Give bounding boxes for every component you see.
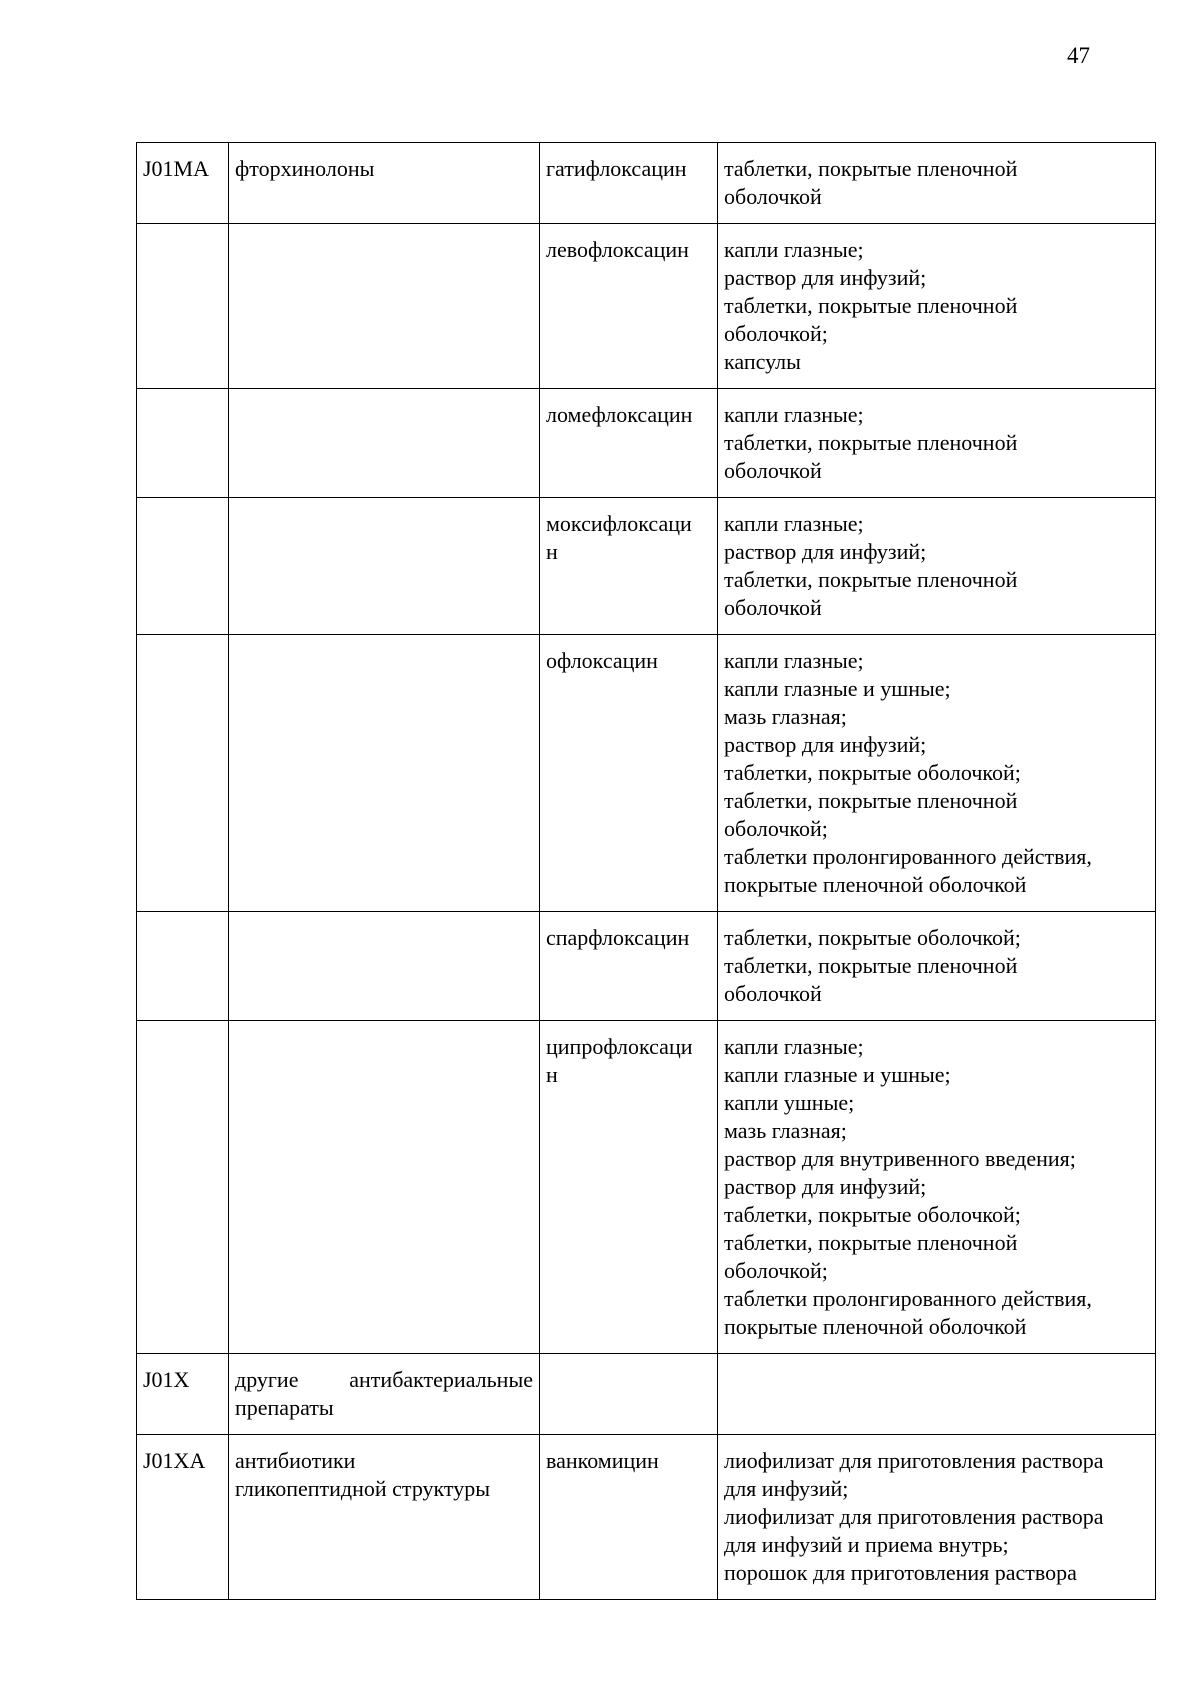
dosage-form-line: таблетки, покрытые пленочной (724, 293, 1018, 318)
dosage-form-line: лиофилизат для приготовления раствора (724, 1448, 1104, 1473)
atc-code-cell: J01XA (137, 1435, 229, 1600)
pharmacological-group-cell (229, 1435, 540, 1600)
drug-list-table (136, 142, 1156, 1600)
drug-name-cell: спарфлоксацин (540, 912, 718, 1021)
dosage-form-line: таблетки, покрытые пленочной (724, 567, 1018, 592)
table-row (137, 498, 1156, 635)
dosage-forms-cell (718, 912, 1156, 1021)
table-row (137, 143, 1156, 224)
group-name-line: другие антибактериальные (235, 1367, 533, 1392)
pharmacological-group-cell (229, 1021, 540, 1354)
drug-name-cell (540, 498, 718, 635)
dosage-form-line: капли глазные; (724, 237, 864, 262)
dosage-form-line: оболочкой; (724, 1258, 828, 1283)
dosage-forms-cell (718, 1435, 1156, 1600)
dosage-forms-cell (718, 498, 1156, 635)
pharmacological-group-cell (229, 389, 540, 498)
dosage-form-line: раствор для инфузий; (724, 265, 927, 290)
dosage-form-line: мазь глазная; (724, 1118, 847, 1143)
dosage-form-line: раствор для инфузий; (724, 732, 927, 757)
dosage-forms-cell (718, 389, 1156, 498)
atc-code-cell (137, 498, 229, 635)
pharmacological-group-cell (229, 1354, 540, 1435)
dosage-form-line: оболочкой (724, 184, 822, 209)
dosage-form-line: оболочкой (724, 458, 822, 483)
dosage-form-line: капсулы (724, 349, 801, 374)
dosage-forms-cell (718, 1354, 1156, 1435)
dosage-form-line: для инфузий; (724, 1476, 849, 1501)
atc-code-cell (137, 635, 229, 912)
drug-name-cell: левофлоксацин (540, 224, 718, 389)
dosage-form-line: раствор для инфузий; (724, 539, 927, 564)
table-row (137, 912, 1156, 1021)
dosage-form-line: оболочкой (724, 595, 822, 620)
dosage-form-line: капли глазные; (724, 402, 864, 427)
dosage-form-line: раствор для внутривенного введения; (724, 1146, 1076, 1171)
dosage-forms-cell (718, 224, 1156, 389)
dosage-form-line: капли ушные; (724, 1090, 855, 1115)
dosage-form-line: таблетки, покрытые оболочкой; (724, 760, 1021, 785)
dosage-form-line: таблетки пролонгированного действия, (724, 1286, 1092, 1311)
group-name-line: препараты (235, 1395, 334, 1420)
table-row (137, 1354, 1156, 1435)
atc-code-cell: J01X (137, 1354, 229, 1435)
drug-name-cell (540, 1021, 718, 1354)
dosage-form-line: оболочкой; (724, 816, 828, 841)
dosage-forms-cell (718, 143, 1156, 224)
dosage-form-line: таблетки, покрытые оболочкой; (724, 925, 1021, 950)
drug-name-cell (540, 1354, 718, 1435)
table-row (137, 1021, 1156, 1354)
dosage-form-line: таблетки, покрытые пленочной (724, 788, 1018, 813)
dosage-form-line: капли глазные; (724, 1034, 864, 1059)
dosage-form-line: покрытые пленочной оболочкой (724, 1314, 1027, 1339)
table-row (137, 1435, 1156, 1600)
table-row (137, 224, 1156, 389)
dosage-form-line: оболочкой (724, 981, 822, 1006)
dosage-form-line: таблетки, покрытые пленочной (724, 1230, 1018, 1255)
pharmacological-group-cell: фторхинолоны (229, 143, 540, 224)
drug-name-cell: ванкомицин (540, 1435, 718, 1600)
dosage-form-line: мазь глазная; (724, 704, 847, 729)
pharmacological-group-cell (229, 224, 540, 389)
drug-name-line: моксифлоксаци (546, 511, 692, 536)
drug-name-line: ципрофлоксаци (546, 1034, 693, 1059)
dosage-form-line: таблетки, покрытые пленочной (724, 430, 1018, 455)
atc-code-cell (137, 912, 229, 1021)
dosage-form-line: таблетки, покрытые пленочной (724, 156, 1018, 181)
dosage-forms-cell (718, 1021, 1156, 1354)
group-name-line: антибиотики (235, 1448, 356, 1473)
atc-code-cell (137, 389, 229, 498)
dosage-form-line: таблетки, покрытые пленочной (724, 953, 1018, 978)
group-name-line: гликопептидной структуры (235, 1476, 491, 1501)
dosage-form-line: порошок для приготовления раствора (724, 1560, 1077, 1585)
dosage-form-line: раствор для инфузий; (724, 1174, 927, 1199)
pharmacological-group-cell (229, 635, 540, 912)
drug-name-cell: офлоксацин (540, 635, 718, 912)
drug-name-cell: ломефлоксацин (540, 389, 718, 498)
dosage-form-line: таблетки пролонгированного действия, (724, 844, 1092, 869)
page-number: 47 (1067, 43, 1090, 68)
table-row (137, 635, 1156, 912)
dosage-form-line: капли глазные и ушные; (724, 1062, 951, 1087)
atc-code-cell: J01MA (137, 143, 229, 224)
dosage-form-line: покрытые пленочной оболочкой (724, 872, 1027, 897)
dosage-form-line: таблетки, покрытые оболочкой; (724, 1202, 1021, 1227)
table-row (137, 389, 1156, 498)
pharmacological-group-cell (229, 498, 540, 635)
dosage-forms-cell (718, 635, 1156, 912)
atc-code-cell (137, 224, 229, 389)
dosage-form-line: капли глазные; (724, 648, 864, 673)
drug-name-cell: гатифлоксацин (540, 143, 718, 224)
dosage-form-line: лиофилизат для приготовления раствора (724, 1504, 1104, 1529)
dosage-form-line: капли глазные и ушные; (724, 676, 951, 701)
drug-name-line: н (546, 1062, 558, 1087)
atc-code-cell (137, 1021, 229, 1354)
pharmacological-group-cell (229, 912, 540, 1021)
dosage-form-line: оболочкой; (724, 321, 828, 346)
dosage-form-line: капли глазные; (724, 511, 864, 536)
dosage-form-line: для инфузий и приема внутрь; (724, 1532, 1009, 1557)
drug-name-line: н (546, 539, 558, 564)
